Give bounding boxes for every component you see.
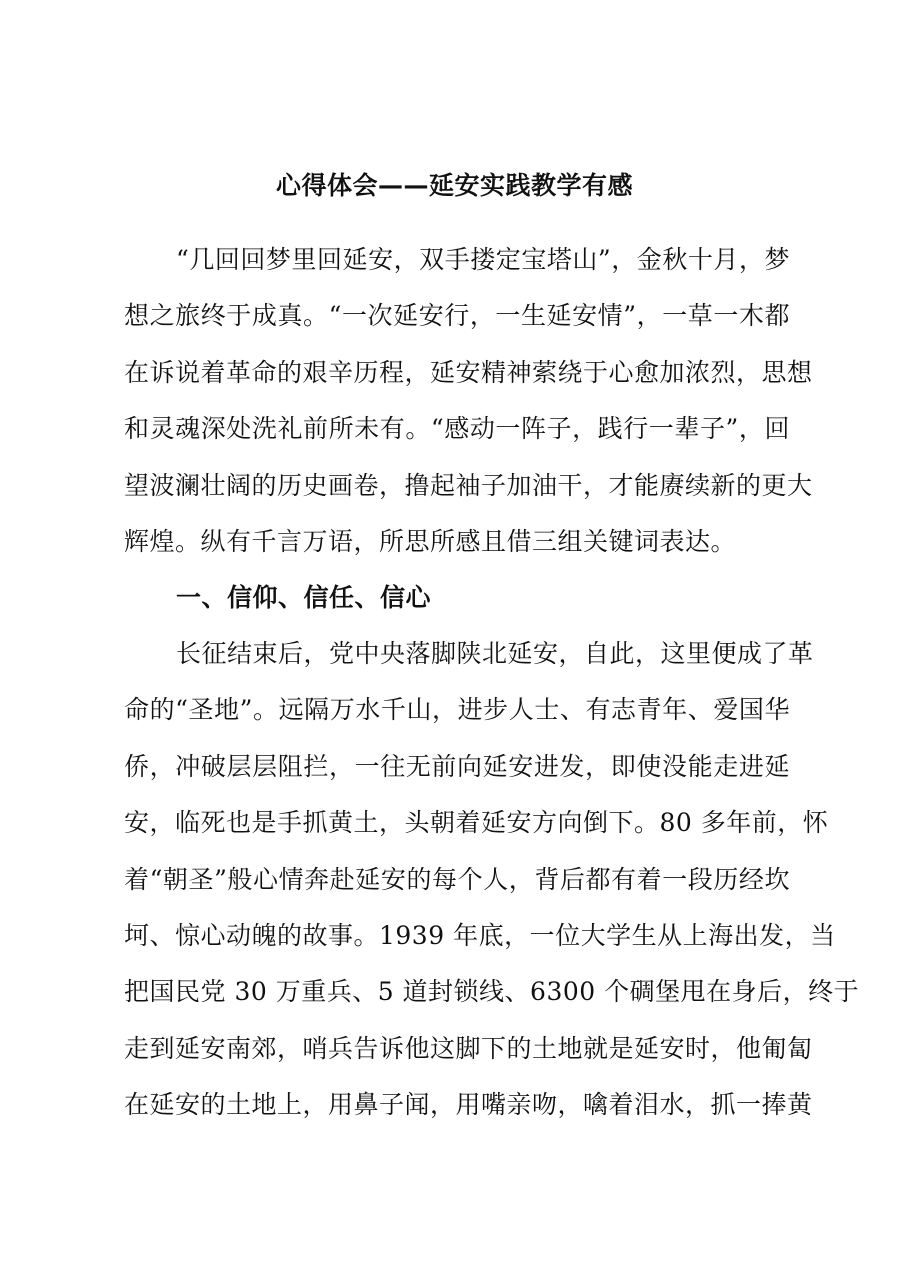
paragraph-line: 和灵魂深处洗礼前所未有。“感动一阵子，践行一辈子”，回 bbox=[124, 414, 790, 444]
paragraph-line: 望波澜壮阔的历史画卷，撸起袖子加油干，才能赓续新的更大 bbox=[124, 470, 813, 500]
section-heading bbox=[124, 570, 790, 626]
intro-paragraph bbox=[124, 232, 813, 570]
paragraph-line: 走到延安南郊，哨兵告诉他这脚下的土地就是延安时，他匍匐 bbox=[124, 1033, 813, 1063]
paragraph-line: 侨，冲破层层阻拦，一往无前向延安进发，即使没能走进延 bbox=[124, 751, 790, 781]
paragraph-line: 命的“圣地”。远隔万水千山，进步人士、有志青年、爱国华 bbox=[124, 695, 790, 725]
paragraph-line: 坷、惊心动魄的故事。1939 年底，一位大学生从上海出发，当 bbox=[124, 920, 836, 950]
paragraph-line: 把国民党 30 万重兵、5 道封锁线、6300 个碉堡甩在身后，终于 bbox=[124, 977, 860, 1007]
paragraph-line: 想之旅终于成真。“一次延安行，一生延安情”，一草一木都 bbox=[124, 301, 790, 331]
section-paragraph bbox=[124, 626, 860, 1134]
paragraph-line: 在诉说着革命的艰辛历程，延安精神萦绕于心愈加浓烈，思想 bbox=[124, 357, 813, 387]
section-heading-text: 一、信仰、信任、信心 bbox=[176, 583, 432, 612]
paragraph-line: 着“朝圣”般心情奔赴延安的每个人，背后都有着一段历经坎 bbox=[124, 864, 790, 894]
document-title: 心得体会——延安实践教学有感 bbox=[275, 171, 633, 200]
paragraph-line: 辉煌。纵有千言万语，所思所感且借三组关键词表达。 bbox=[124, 526, 737, 556]
paragraph-line: 在延安的土地上，用鼻子闻，用嘴亲吻，噙着泪水，抓一捧黄 bbox=[124, 1090, 813, 1120]
paragraph-line: 安，临死也是手抓黄土，头朝着延安方向倒下。80 多年前，怀 bbox=[124, 808, 829, 838]
paragraph-line: 长征结束后，党中央落脚陕北延安，自此，这里便成了革 bbox=[176, 639, 814, 668]
paragraph-line: “几回回梦里回延安，双手搂定宝塔山”，金秋十月，梦 bbox=[176, 245, 790, 274]
